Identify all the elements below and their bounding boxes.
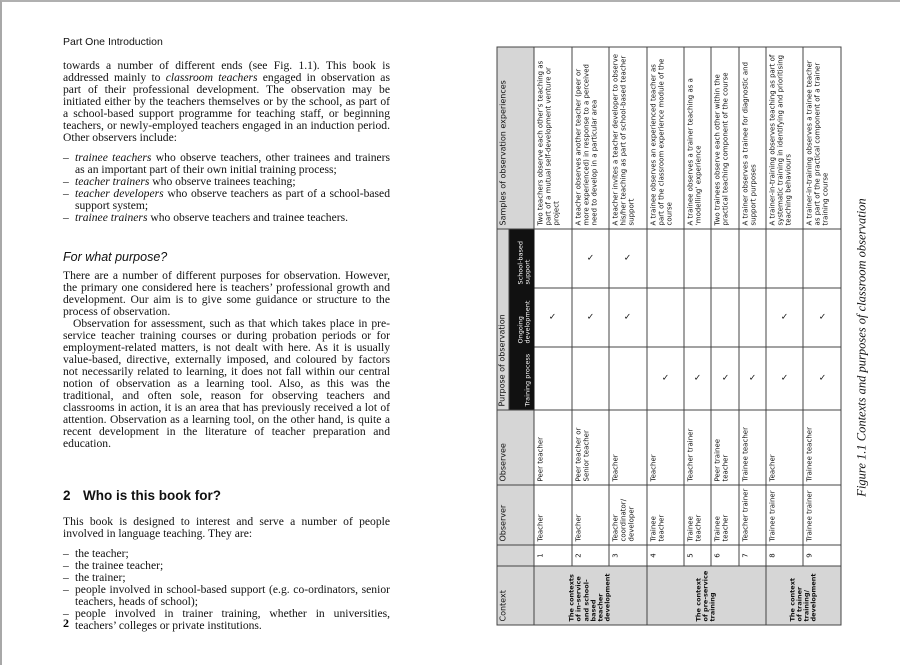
ongoing-cell bbox=[646, 288, 684, 347]
ongoing-cell bbox=[609, 288, 647, 347]
row-number: 2 bbox=[571, 545, 609, 566]
emphasis: teacher developers bbox=[75, 187, 164, 200]
tick-icon: ✓ bbox=[623, 312, 632, 323]
school-cell bbox=[684, 228, 711, 287]
observer-cell: Trainee trainer bbox=[803, 485, 841, 545]
context-cell: The contexts of in-service and school-based teacher development bbox=[534, 566, 647, 625]
list-item: – people involved in trainer training, whether in universities, teachers’ colleges or private institutions. bbox=[63, 608, 390, 632]
row-number: 8 bbox=[765, 545, 803, 566]
table-row bbox=[684, 46, 711, 624]
left-page bbox=[63, 36, 390, 632]
observer-cell: Teacher coordinator/ developer bbox=[609, 485, 647, 545]
sample-cell: A teacher invites a teacher developer to observe his/her teaching as part of school-based teacher support bbox=[609, 46, 647, 228]
school-cell bbox=[646, 228, 684, 287]
page-number: 2 bbox=[63, 616, 69, 630]
observee-cell: Teacher trainer bbox=[684, 410, 711, 485]
section-title: Who is this book for? bbox=[83, 488, 221, 503]
school-cell bbox=[765, 228, 803, 287]
school-cell bbox=[711, 228, 738, 287]
observee-cell: Trainee teacher bbox=[738, 410, 765, 485]
observers-list bbox=[63, 152, 390, 224]
text: towards a number of different ends (see Fig. 1.1). This book is addressed mainly to bbox=[63, 59, 390, 84]
emphasis: teacher trainers bbox=[75, 175, 150, 188]
observer-cell: Teacher bbox=[571, 485, 609, 545]
sample-cell: A trainer-in-training observes teaching as part of systematic training in identifying and prioritising teaching behaviours bbox=[765, 46, 803, 228]
row-number: 6 bbox=[711, 545, 738, 566]
intro-paragraph bbox=[63, 60, 390, 144]
school-cell bbox=[571, 228, 609, 287]
school-cell bbox=[609, 228, 647, 287]
training-cell bbox=[765, 347, 803, 410]
sample-cell: A trainer observes a trainee for diagnostic and support purposes bbox=[738, 46, 765, 228]
table-row bbox=[534, 46, 572, 624]
context-cell: The context of trainer training/ development bbox=[765, 566, 840, 625]
observee-cell: Peer trainee teacher bbox=[711, 410, 738, 485]
observer-cell: Trainee teacher bbox=[646, 485, 684, 545]
observee-cell: Teacher bbox=[646, 410, 684, 485]
header-observer: Observer bbox=[497, 485, 534, 545]
sample-cell: A trainee observes a trainer teaching as a ‘modelling’ experience bbox=[684, 46, 711, 228]
training-cell bbox=[571, 347, 609, 410]
text: who observe teachers, other trainees and trainers as an important part of their own initial training process; bbox=[75, 151, 391, 176]
training-cell bbox=[684, 347, 711, 410]
table-row bbox=[609, 46, 647, 624]
header-samples: Samples of observation experiences bbox=[497, 46, 534, 228]
tick-icon: ✓ bbox=[623, 252, 632, 263]
sample-cell: A teacher observes another teacher (peer or more experienced) in response to a perceived need to develop in a particular area bbox=[571, 46, 609, 228]
row-number: 3 bbox=[609, 545, 647, 566]
emphasis: classroom teachers bbox=[165, 71, 258, 84]
observer-cell: Trainee teacher bbox=[711, 485, 738, 545]
training-cell bbox=[738, 347, 765, 410]
row-number: 9 bbox=[803, 545, 841, 566]
text: engaged in observation as part of their professional development. The observation may be initiated either by the teachers themselves or by the school, as part of a school-based support programme for teaching staff, or beginning teachers, or newly-employed teachers engaged in an induction period. Other observers include: bbox=[63, 71, 390, 144]
observer-cell: Teacher bbox=[534, 485, 572, 545]
table-row bbox=[711, 46, 738, 624]
header-training-process: Training process bbox=[509, 347, 534, 410]
observee-cell: Teacher bbox=[765, 410, 803, 485]
list-item: – the teacher; bbox=[63, 548, 390, 560]
observee-cell: Peer teacher bbox=[534, 410, 572, 485]
list-item bbox=[63, 212, 390, 224]
training-cell bbox=[534, 347, 572, 410]
row-number: 5 bbox=[684, 545, 711, 566]
ongoing-cell bbox=[803, 288, 841, 347]
tick-icon: ✓ bbox=[780, 312, 788, 323]
emphasis: trainee teachers bbox=[75, 151, 152, 164]
observee-cell: Trainee teacher bbox=[803, 410, 841, 485]
tick-icon: ✓ bbox=[693, 373, 702, 384]
list-item: – the trainer; bbox=[63, 572, 390, 584]
figure-table-rotated bbox=[496, 47, 841, 625]
text: who observe teachers and trainee teachers. bbox=[147, 211, 349, 224]
school-cell bbox=[803, 228, 841, 287]
assessment-paragraph: Observation for assessment, such as that which takes place in pre-service teacher training courses or during probation periods or for employment-related matters, is not dealt with here. As it is usually value-based, directive, externally imposed, and coloured by factors not necessarily related to learning, it does not fall within our central notion of observation as a learning tool. Also, as this was the traditional, and often sole, reason for observing teachers and classrooms in action, it is an area that has previously received a lot of attention. Observation as a learning tool, on the other hand, is quite a recent development in the literature of teacher preparation and education. bbox=[63, 317, 390, 450]
observation-contexts-table bbox=[496, 46, 841, 625]
ongoing-cell bbox=[711, 288, 738, 347]
table-row bbox=[765, 46, 803, 624]
tick-icon: ✓ bbox=[661, 373, 669, 384]
ongoing-cell bbox=[534, 288, 572, 347]
header-observee: Observee bbox=[497, 410, 534, 485]
ongoing-cell bbox=[684, 288, 711, 347]
tick-icon: ✓ bbox=[747, 373, 756, 384]
tick-icon: ✓ bbox=[780, 373, 788, 384]
ongoing-cell bbox=[765, 288, 803, 347]
running-head: Part One Introduction bbox=[63, 36, 163, 48]
observee-cell: Teacher bbox=[609, 410, 647, 485]
table-row bbox=[803, 46, 841, 624]
emphasis: trainee trainers bbox=[75, 211, 148, 224]
observer-cell: Trainee teacher bbox=[684, 485, 711, 545]
section-heading bbox=[63, 488, 390, 503]
observer-cell: Teacher trainer bbox=[738, 485, 765, 545]
sample-cell: Two teachers observe each other’s teaching as part of a mutual self-development venture or project bbox=[534, 46, 572, 228]
training-cell bbox=[803, 347, 841, 410]
row-number: 7 bbox=[738, 545, 765, 566]
row-number: 4 bbox=[646, 545, 684, 566]
table-row bbox=[646, 46, 684, 624]
sample-cell: A trainee observes an experienced teacher as part of the classroom experience module of the course bbox=[646, 46, 684, 228]
text: who observe teachers as part of a school-based support system; bbox=[75, 187, 390, 212]
school-cell bbox=[534, 228, 572, 287]
tick-icon: ✓ bbox=[817, 373, 826, 384]
list-item: – the trainee teacher; bbox=[63, 560, 390, 572]
header-ongoing-development: Ongoing development bbox=[509, 288, 534, 347]
tick-icon: ✓ bbox=[586, 252, 594, 263]
tick-icon: ✓ bbox=[548, 312, 557, 323]
header-context: Context bbox=[497, 566, 534, 625]
training-cell bbox=[711, 347, 738, 410]
training-cell bbox=[646, 347, 684, 410]
table-row bbox=[571, 46, 609, 624]
sample-cell: A trainer-in-training observes a trainee teacher as part of the practical component of a trainer training course bbox=[803, 46, 841, 228]
section-number: 2 bbox=[63, 488, 71, 503]
header-number bbox=[497, 545, 534, 566]
header-school-based-support: School-based support bbox=[509, 228, 534, 287]
sample-cell: Two trainees observe each other within the practical teaching component of the course bbox=[711, 46, 738, 228]
row-number: 1 bbox=[534, 545, 572, 566]
ongoing-cell bbox=[738, 288, 765, 347]
figure-caption: Figure 1.1 Contexts and purposes of classroom observation bbox=[854, 198, 869, 497]
text: who observe trainees teaching; bbox=[149, 175, 296, 188]
purpose-paragraph: There are a number of different purposes for observation. However, the primary one considered here is teachers’ professional growth and development. Our aim is to give some guidance or structure to the process of observation. bbox=[63, 269, 390, 318]
tick-icon: ✓ bbox=[720, 373, 729, 384]
audience-list bbox=[63, 548, 390, 632]
header-purpose: Purpose of observation bbox=[497, 228, 509, 409]
ongoing-cell bbox=[571, 288, 609, 347]
school-cell bbox=[738, 228, 765, 287]
tick-icon: ✓ bbox=[586, 312, 594, 323]
training-cell bbox=[609, 347, 647, 410]
observee-cell: Peer teacher or Senior teacher bbox=[571, 410, 609, 485]
list-item bbox=[63, 188, 390, 212]
context-cell: The context of pre-service training bbox=[646, 566, 765, 625]
observer-cell: Trainee trainer bbox=[765, 485, 803, 545]
list-item: – people involved in school-based support (e.g. co-ordinators, senior teachers, heads of school); bbox=[63, 584, 390, 608]
table-row bbox=[738, 46, 765, 624]
audience-intro: This book is designed to interest and serve a number of people involved in language teaching. They are: bbox=[63, 515, 390, 540]
list-item bbox=[63, 152, 390, 176]
tick-icon: ✓ bbox=[817, 312, 826, 323]
subheading: For what purpose? bbox=[63, 250, 168, 264]
